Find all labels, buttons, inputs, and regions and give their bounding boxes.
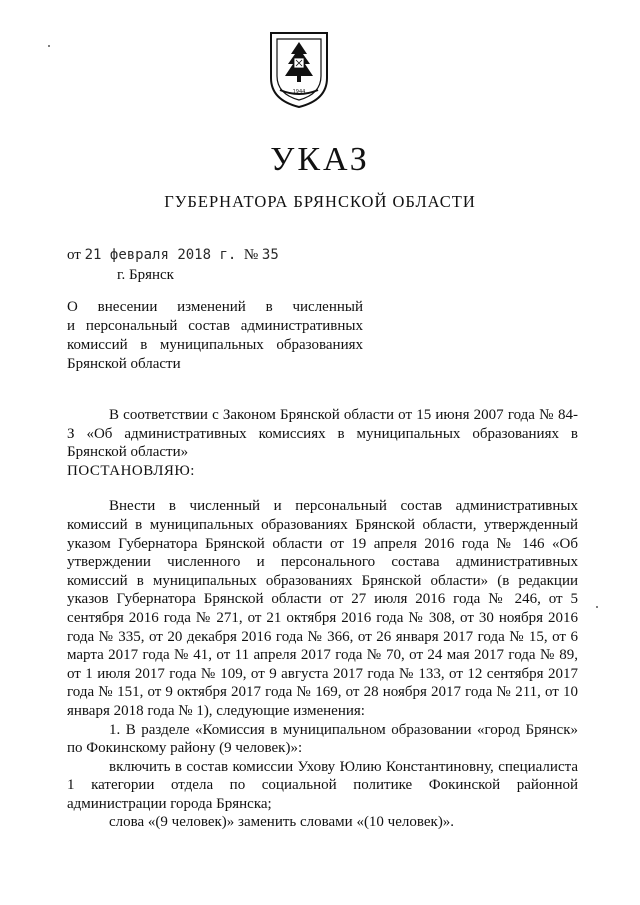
number-value: 35 <box>261 247 279 263</box>
preamble-paragraph: В соответствии с Законом Брянской области от 15 июня 2007 года № 84-З «Об административных комиссиях в муниципальных образованиях в Брянской области» <box>67 407 578 461</box>
city: г. Брянск <box>117 267 174 283</box>
subject-line: Брянской области <box>67 356 181 372</box>
document-subtitle: ГУБЕРНАТОРА БРЯНСКОЙ ОБЛАСТИ <box>164 192 476 211</box>
scan-speck <box>596 606 598 608</box>
coat-of-arms-icon <box>268 30 330 110</box>
date-number-line <box>67 246 279 264</box>
include-paragraph: включить в состав комиссии Ухову Юлию Константиновну, специалиста 1 категории отдела по социальной политике Фокинской районной администрации города Брянска; <box>67 758 578 812</box>
number-prefix: № <box>243 247 259 263</box>
date-value: 21 февраля 2018 г. <box>84 247 237 263</box>
replace-paragraph: слова «(9 человек)» заменить словами «(10 человек)». <box>109 814 455 831</box>
scan-speck <box>48 45 50 47</box>
subject-line: О внесении изменений в численный <box>67 299 363 315</box>
decree-subject <box>67 298 363 374</box>
item-1-paragraph: 1. В разделе «Комиссия в муниципальном образовании «город Брянск» по Фокинскому району (9 человек)»: <box>67 721 578 757</box>
subject-line: и персональный состав административных <box>67 318 363 334</box>
decree-word: ПОСТАНОВЛЯЮ: <box>67 462 195 479</box>
date-prefix: от <box>67 247 81 263</box>
intro-paragraph: Внести в численный и персональный состав административных комиссий в муниципальных образованиях Брянской области, утвержденный указом Губернатора Брянской области от 19 апреля 2016 года № 146 «Об утверждении численного и персонального состава административных комиссий в муниципальных образованиях Брянской области» (в редакции указов Губернатора Брянской области от 27 июля 2016 года № 246, от 5 сентября 2016 года № 271, от 21 октября 2016 года № 308, от 30 ноября 2016 года № 335, от 20 декабря 2016 года № 366, от 26 января 2017 года № 15, от 6 марта 2017 года № 41, от 11 апреля 2017 года № 70, от 24 мая 2017 года № 89, от 1 июля 2017 года № 109, от 9 августа 2017 года № 133, от 12 сентября 2017 года № 151, от 9 октября 2017 года № 169, от 28 ноября 2017 года № 211, от 10 января 2018 года № 1), следующие изменения: <box>67 498 578 719</box>
subject-line: комиссий в муниципальных образованиях <box>67 337 363 353</box>
coat-of-arms-emblem <box>268 30 330 110</box>
decree-body <box>67 406 578 832</box>
document-title: УКАЗ <box>270 141 370 178</box>
emblem-ribbon-text: 1944 <box>292 89 306 95</box>
